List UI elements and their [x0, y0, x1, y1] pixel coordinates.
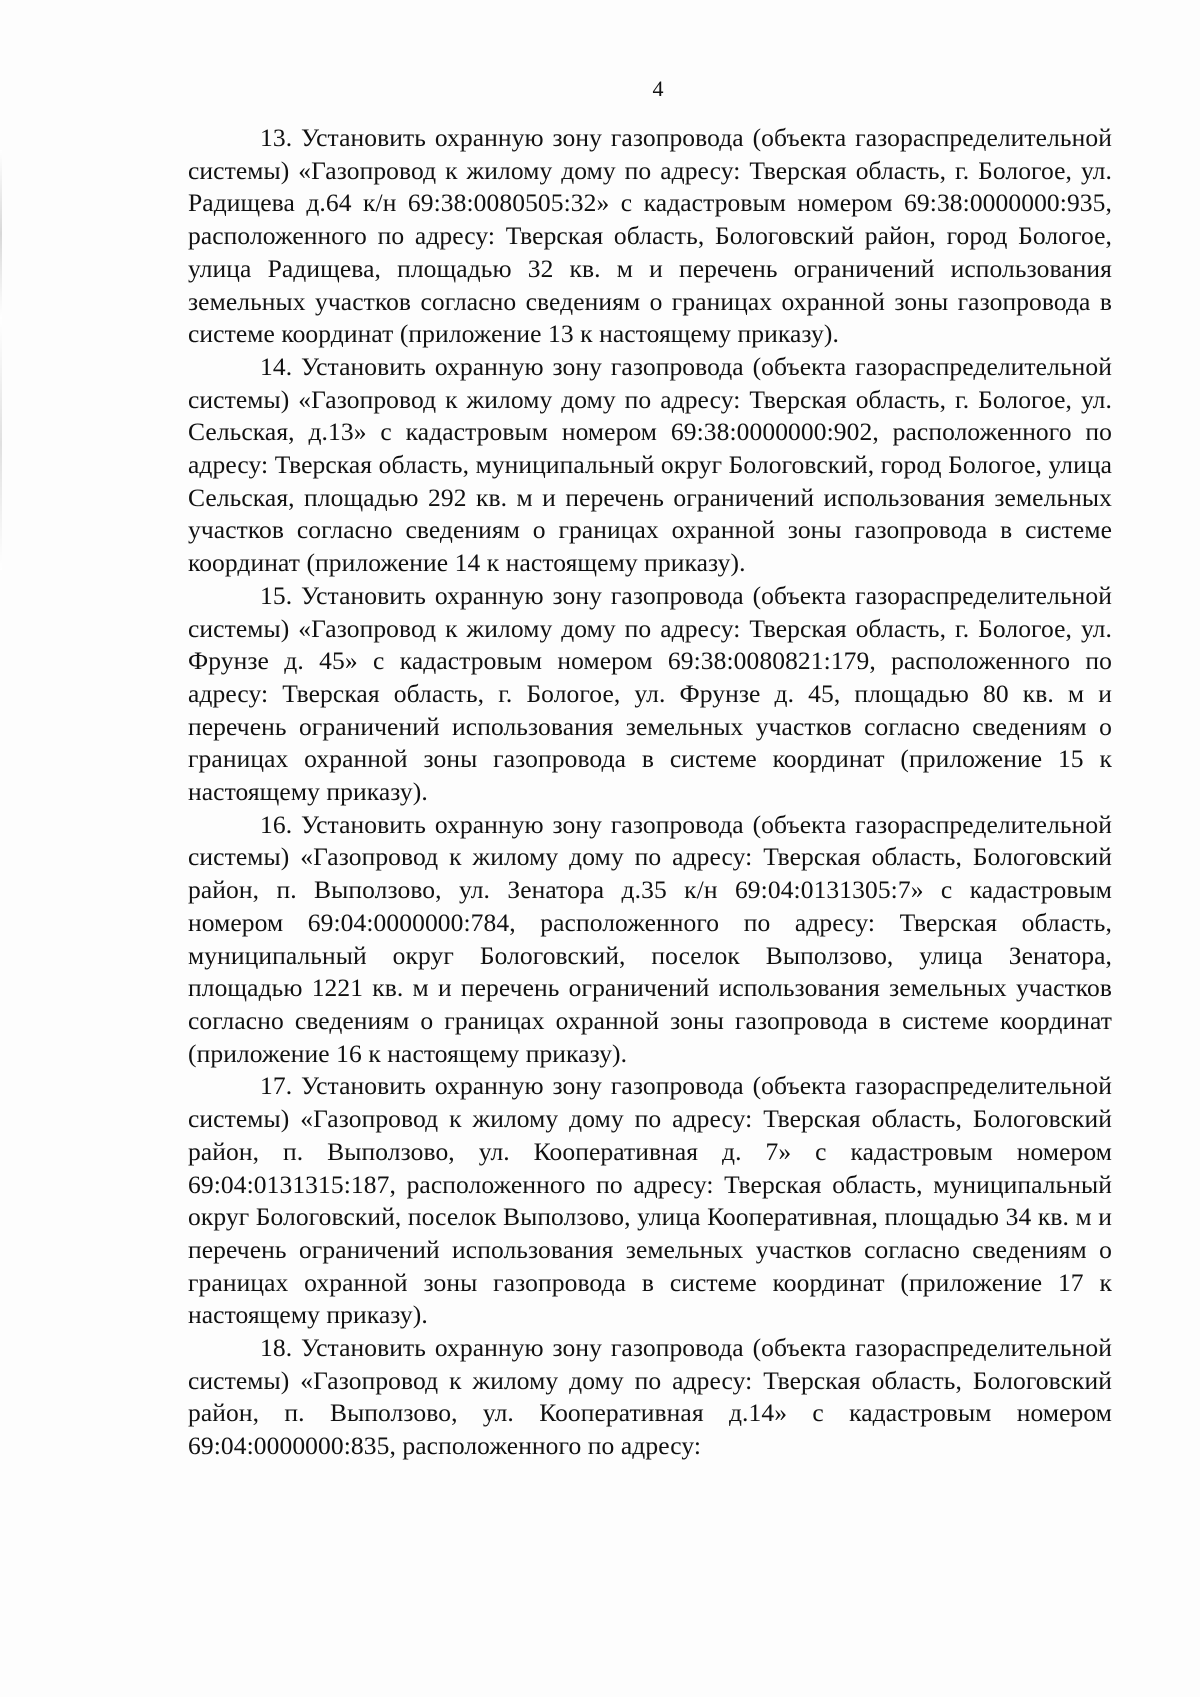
scan-edge-shadow [0, 150, 2, 570]
paragraph-item-13: 13. Установить охранную зону газопровода (объекта газораспределительной системы) «Газопровод к жилому дому по адресу: Тверская область, г. Бологое, ул. Радищева д.64 к/н 69:38:0080505:32» с кадастровым номером 69:38:0000000:935, расположенного по адресу: Тверская область, Бологовский район, город Бологое, улица Радищева, площадью 32 кв. м и перечень ограничений использования земельных участков согласно сведениям о границах охранной зоны газопровода в системе координат (приложение 13 к настоящему приказу). [188, 123, 1112, 349]
page-number: 4 [652, 76, 664, 101]
paragraph-item-17: 17. Установить охранную зону газопровода (объекта газораспределительной системы) «Газопровод к жилому дому по адресу: Тверская область, Бологовский район, п. Выползово, ул. Кооперативная д. 7» с кадастровым номером 69:04:0131315:187, расположенного по адресу: Тверская область, муниципальный округ Бологовский, поселок Выползово, улица Кооперативная, площадью 34 кв. м и перечень ограничений использования земельных участков согласно сведениям о границах охранной зоны газопровода в системе координат (приложение 17 к настоящему приказу). [188, 1071, 1112, 1330]
document-body [188, 122, 1112, 1463]
paragraph-item-16: 16. Установить охранную зону газопровода (объекта газораспределительной системы) «Газопровод к жилому дому по адресу: Тверская область, Бологовский район, п. Выползово, ул. Зенатора д.35 к/н 69:04:0131305:7» с кадастровым номером 69:04:0000000:784, расположенного по адресу: Тверская область, муниципальный округ Бологовский, поселок Выползово, улица Зенатора, площадью 1221 кв. м и перечень ограничений использования земельных участков согласно сведениям о границах охранной зоны газопровода в системе координат (приложение 16 к настоящему приказу). [188, 809, 1112, 1068]
paragraph-item-18: 18. Установить охранную зону газопровода (объекта газораспределительной системы) «Газопровод к жилому дому по адресу: Тверская область, Бологовский район, п. Выползово, ул. Кооперативная д.14» с кадастровым номером 69:04:0000000:835, расположенного по адресу: [188, 1333, 1112, 1461]
paragraph-item-14: 14. Установить охранную зону газопровода (объекта газораспределительной системы) «Газопровод к жилому дому по адресу: Тверская область, г. Бологое, ул. Сельская, д.13» с кадастровым номером 69:38:0000000:902, расположенного по адресу: Тверская область, муниципальный округ Бологовский, город Бологое, улица Сельская, площадью 292 кв. м и перечень ограничений использования земельных участков согласно сведениям о границах охранной зоны газопровода в системе координат (приложение 14 к настоящему приказу). [188, 351, 1112, 578]
paragraph-item-15: 15. Установить охранную зону газопровода (объекта газораспределительной системы) «Газопровод к жилому дому по адресу: Тверская область, г. Бологое, ул. Фрунзе д. 45» с кадастровым номером 69:38:0080821:179, расположенного по адресу: Тверская область, г. Бологое, ул. Фрунзе д. 45, площадью 80 кв. м и перечень ограничений использования земельных участков согласно сведениям о границах охранной зоны газопровода в системе координат (приложение 15 к настоящему приказу). [188, 580, 1112, 807]
